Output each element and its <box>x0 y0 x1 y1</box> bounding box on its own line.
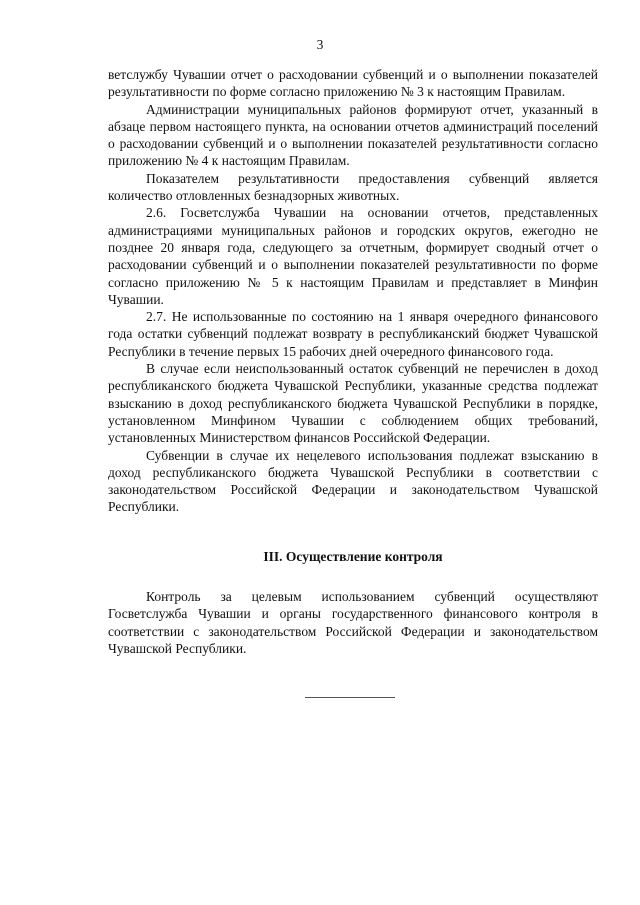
paragraph: ветслужбу Чувашии отчет о расходовании субвенций и о выполнении показателей результативности по форме согласно приложению № 3 к настоящим Правилам. <box>108 67 598 100</box>
paragraph: 2.6. Госветслужба Чувашии на основании отчетов, представленных администрациями муниципальных районов и городских округов, ежегодно не позднее 20 января года, следующего за отчетным, формирует сводный отчет о расходовании субвенций и о выполнении показателей результативности по форме согласно приложению № 5 к настоящим Правилам и представляет в Минфин Чувашии. <box>108 205 598 307</box>
page-number: 3 <box>316 37 324 52</box>
paragraph: 2.7. Не использованные по состоянию на 1 января очередного финансового года остатки субвенций подлежат возврату в республиканский бюджет Чувашской Республики в течение первых 15 рабочих дней очередного финансового года. <box>108 309 598 359</box>
paragraph: Контроль за целевым использованием субвенций осуществляют Госветслужба Чувашии и органы государственного финансового контроля в соответствии с законодательством Российской Федерации и законодательством Чувашской Республики. <box>108 589 598 656</box>
paragraph: Субвенции в случае их нецелевого использования подлежат взысканию в доход республиканского бюджета Чувашской Республики в соответствии с законодательством Российской Федерации и законодательством Чувашской Республики. <box>108 447 598 515</box>
paragraph: Администрации муниципальных районов формируют отчет, указанный в абзаце первом настоящего пункта, на основании отчетов администраций поселений о расходовании субвенций и о выполнении показателей результативности согласно приложению № 4 к настоящим Правилам. <box>108 101 598 169</box>
section-heading: III. Осуществление контроля <box>263 548 443 564</box>
paragraph: Показателем результативности предоставления субвенций является количество отловленных безнадзорных животных. <box>108 170 598 204</box>
paragraph: В случае если неиспользованный остаток субвенций не перечислен в доход республиканского бюджета Чувашской Республики, указанные средства подлежат взысканию в доход республиканского бюджета Чувашской Республики в порядке, установленном Минфином Чувашии с соблюдением общих требований, установленных Министерством финансов Российской Федерации. <box>108 361 598 446</box>
section-iii-content <box>108 588 598 657</box>
section-ii-continuation <box>108 66 598 516</box>
document-body <box>108 66 598 657</box>
end-separator-line <box>305 697 395 698</box>
